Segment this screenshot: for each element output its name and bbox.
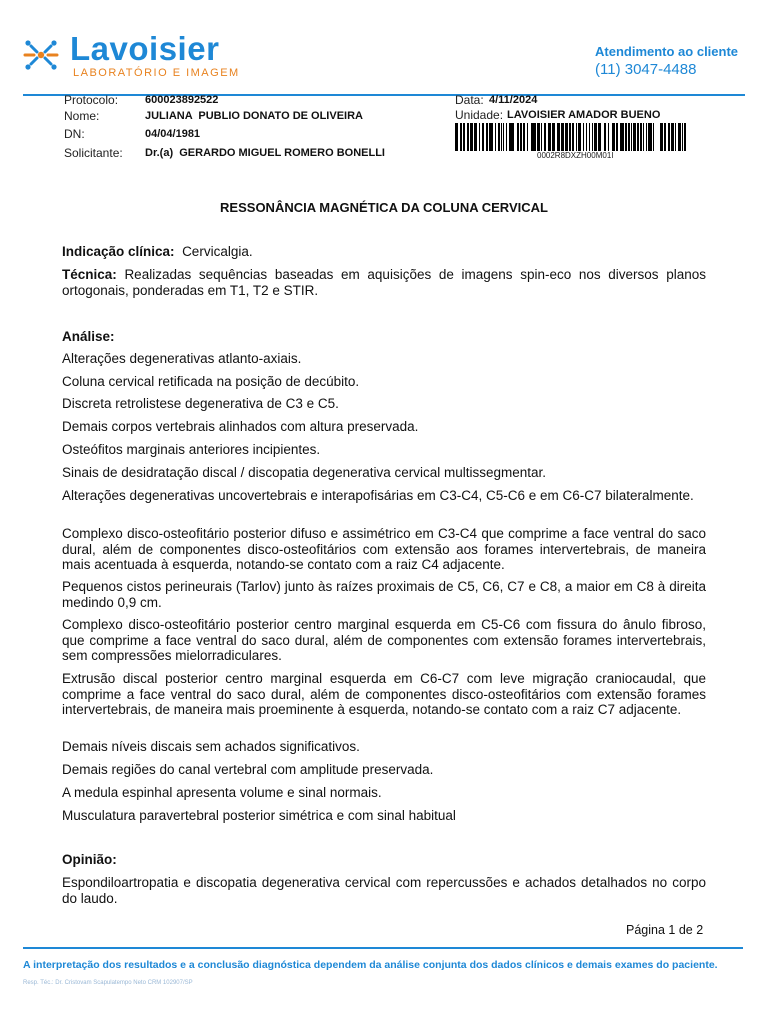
barcode-bar (578, 123, 581, 151)
barcode-bar (608, 123, 609, 151)
barcode-bar (668, 123, 670, 151)
header-divider (23, 94, 745, 96)
barcode-bar (472, 123, 473, 151)
barcode-bar (598, 123, 601, 151)
barcode-bar (572, 123, 574, 151)
barcode-bar (521, 123, 522, 151)
contact-phone: (11) 3047-4488 (595, 61, 697, 78)
analise-heading: Análise: (62, 329, 115, 344)
barcode-bar (586, 123, 587, 151)
analise-item: Musculatura paravertebral posterior simétrica e com sinal habitual (62, 808, 456, 823)
barcode-bar (648, 123, 649, 151)
barcode-bar (471, 123, 472, 151)
barcode-bar (474, 123, 477, 151)
barcode-bar (517, 123, 519, 151)
barcode-bar (532, 123, 533, 151)
responsible-technician: Resp. Téc.: Dr. Cristovam Scapulatempo Neto CRM 102907/SP (23, 980, 193, 986)
barcode-bar (498, 123, 500, 151)
analise-item: Extrusão discal posterior centro marginal esquerda em C6-C7 com leve migração craniocaudal, que comprime a face ventral do saco dural, além de componentes disco-osteofitários com extensão forames intervertebrais, de maneira mais proeminente à esquerda, notando-se contato com a raiz C7 adjacente. (62, 671, 706, 717)
barcode-bar (463, 123, 465, 151)
analise-item: Osteófitos marginais anteriores incipientes. (62, 442, 321, 457)
barcode-bar (509, 123, 510, 151)
barcode-bar (527, 123, 528, 151)
barcode-bar (623, 123, 624, 151)
barcode-bar (649, 123, 652, 151)
barcode-bar (664, 123, 666, 151)
solicitante-value: Dr.(a) GERARDO MIGUEL ROMERO BONELLI (145, 147, 385, 159)
barcode-bar (612, 123, 615, 151)
indicacao-label: Indicação clínica: (62, 244, 175, 259)
barcode-bar (675, 123, 676, 151)
barcode-bar (557, 123, 560, 151)
dn-label: DN: (64, 127, 85, 141)
barcode-bar (646, 123, 647, 151)
barcode-bar (640, 123, 642, 151)
barcode-bar (616, 123, 618, 151)
data-label: Data: (455, 93, 484, 107)
analise-item: Demais níveis discais sem achados significativos. (62, 739, 360, 754)
barcode-bar (653, 123, 654, 151)
barcode-bar (506, 123, 507, 151)
indicacao-value: Cervicalgia. (182, 244, 253, 259)
barcode-bar (576, 123, 577, 151)
barcode-bar (544, 123, 546, 151)
barcode-bar (531, 123, 532, 151)
tecnica (62, 267, 706, 298)
analise-item: Pequenos cistos perineurais (Tarlov) junto às raízes proximais de C5, C6, C7 e C8, a maior em C8 à direita medindo 0,9 cm. (62, 579, 706, 610)
barcode-bar (643, 123, 644, 151)
analise-item: A medula espinhal apresenta volume e sinal normais. (62, 785, 382, 800)
analise-item: Demais corpos vertebrais alinhados com altura preservada. (62, 419, 419, 434)
barcode-bar (490, 123, 493, 151)
barcode-bar (467, 123, 469, 151)
dn-value: 04/04/1981 (145, 128, 201, 140)
barcode-bar (561, 123, 564, 151)
barcode-bar (629, 123, 630, 151)
unidade-value: LAVOISIER AMADOR BUENO (507, 109, 661, 121)
barcode-bar (520, 123, 521, 151)
barcode-bar (541, 123, 542, 151)
page-number: Página 1 de 2 (626, 923, 704, 937)
footer-disclaimer: A interpretação dos resultados e a conclusão diagnóstica dependem da análise conjunta dos dados clínicos e demais exames do paciente. (23, 959, 718, 971)
analise-item: Coluna cervical retificada na posição de decúbito. (62, 374, 360, 389)
barcode-bar (628, 123, 629, 151)
barcode-bar (486, 123, 488, 151)
barcode-bar (489, 123, 490, 151)
solicitante-label: Solicitante: (64, 146, 123, 160)
opiniao-heading: Opinião: (62, 852, 117, 867)
tecnica-value: Realizadas sequências baseadas em aquisições de imagens spin-eco nos diversos planos ortogonais, ponderadas em T1, T2 e STIR. (62, 267, 706, 298)
barcode-bar (631, 123, 632, 151)
barcode-bar (620, 123, 623, 151)
nome-value: JULIANA PUBLIO DONATO DE OLIVEIRA (145, 110, 363, 122)
barcode-bar (460, 123, 462, 151)
barcode (455, 123, 688, 151)
barcode-bar (548, 123, 551, 151)
protocolo-value: 600023892522 (145, 94, 219, 106)
barcode-bar (479, 123, 480, 151)
barcode-bar (455, 123, 458, 151)
barcode-bar (482, 123, 484, 151)
barcode-bar (552, 123, 555, 151)
barcode-bar (592, 123, 593, 151)
lavoisier-logo-icon (22, 36, 60, 74)
barcode-bar (633, 123, 636, 151)
analise-item: Alterações degenerativas uncovertebrais e interapofisárias em C3-C4, C5-C6 e em C6-C7 bilateralmente. (62, 488, 694, 503)
barcode-bar (470, 123, 471, 151)
barcode-bar (595, 123, 597, 151)
data-value: 4/11/2024 (489, 94, 538, 106)
analise-item: Discreta retrolistese degenerativa de C3 e C5. (62, 396, 339, 411)
barcode-bar (594, 123, 595, 151)
barcode-bar (678, 123, 681, 151)
barcode-bar (503, 123, 504, 151)
barcode-bar (671, 123, 674, 151)
barcode-bar (537, 123, 540, 151)
barcode-bar (604, 123, 606, 151)
analise-item: Complexo disco-osteofitário posterior centro marginal esquerda em C5-C6 com fissura do ânulo fibroso, que comprime a face ventral do saco dural, além de componentes com extensão forames intervertebrais, sem compressões mielorradiculares. (62, 617, 706, 663)
barcode-bar (682, 123, 683, 151)
analise-item: Alterações degenerativas atlanto-axiais. (62, 351, 302, 366)
barcode-bar (565, 123, 568, 151)
report-title: RESSONÂNCIA MAGNÉTICA DA COLUNA CERVICAL (220, 200, 548, 215)
indicacao-clinica (62, 244, 706, 260)
unidade-label: Unidade: (455, 108, 504, 122)
barcode-bar (511, 123, 514, 151)
barcode-bar (684, 123, 686, 151)
barcode-bar (625, 123, 626, 151)
barcode-bar (533, 123, 536, 151)
analise-item: Demais regiões do canal vertebral com amplitude preservada. (62, 762, 434, 777)
brand-name: Lavoisier (70, 30, 220, 67)
barcode-bar (626, 123, 627, 151)
analise-item: Sinais de desidratação discal / discopatia degenerativa cervical multissegmentar. (62, 465, 547, 480)
barcode-text: 0002R8DXZH00M01I (537, 151, 614, 160)
barcode-bar (495, 123, 496, 151)
barcode-bar (501, 123, 502, 151)
opiniao-text: Espondiloartropatia e discopatia degenerativa cervical com repercussões e achados detalhados no corpo do laudo. (62, 875, 706, 906)
barcode-bar (589, 123, 590, 151)
footer-divider (23, 947, 743, 949)
nome-label: Nome: (64, 109, 100, 123)
barcode-bar (660, 123, 663, 151)
barcode-bar (637, 123, 638, 151)
barcode-bar (523, 123, 525, 151)
analise-item: Complexo disco-osteofitário posterior difuso e assimétrico em C3-C4 que comprime a face ventral do saco dural, além de componentes disco-osteofitários com extensão aos forames intervertebrais, de maneira mais acentuada à esquerda, notando-se contato com a raiz C4 adjacente. (62, 526, 706, 572)
barcode-bar (583, 123, 584, 151)
tecnica-label: Técnica: (62, 267, 117, 282)
barcode-bar (569, 123, 571, 151)
brand-subtitle: LABORATÓRIO E IMAGEM (73, 67, 240, 79)
contact-label: Atendimento ao cliente (595, 44, 739, 59)
protocolo-label: Protocolo: (64, 93, 119, 107)
barcode-bar (510, 123, 511, 151)
barcode-bar (638, 123, 639, 151)
